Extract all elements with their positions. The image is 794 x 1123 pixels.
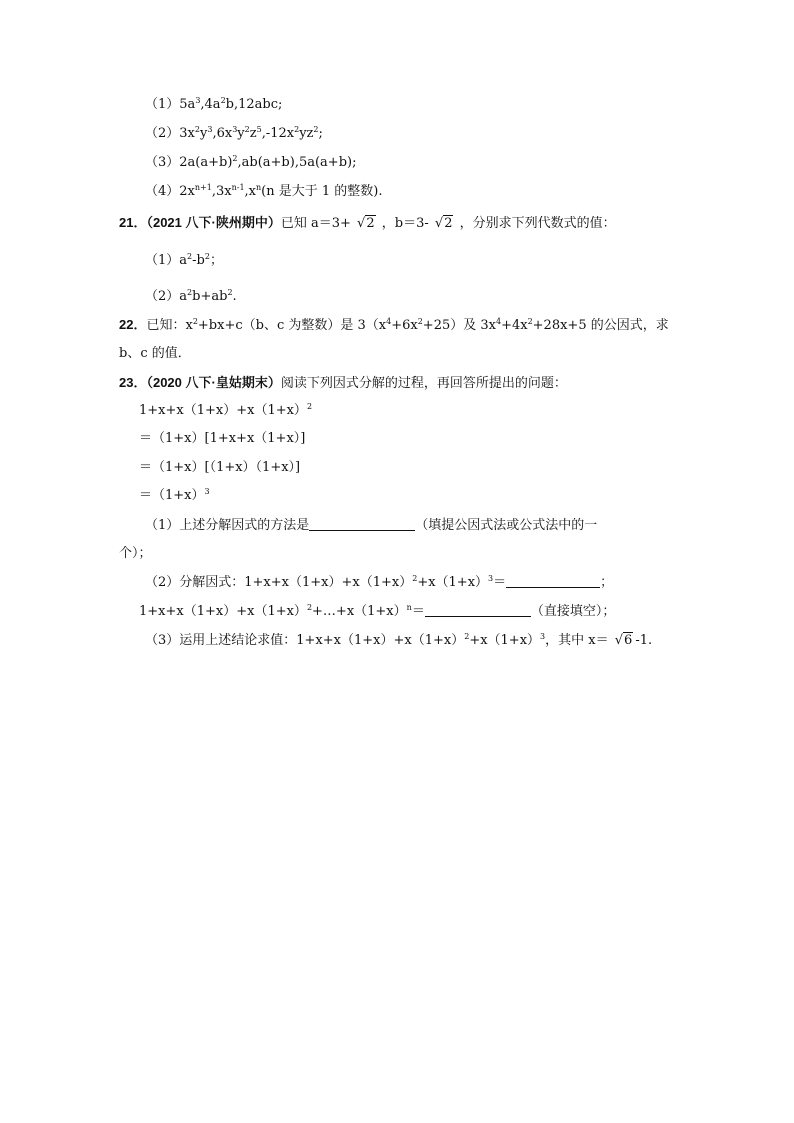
- question-text: 个）；: [119, 546, 152, 561]
- exponent: 3: [540, 632, 546, 641]
- question-text: +4x: [501, 318, 528, 333]
- answer-blank[interactable]: [506, 573, 600, 588]
- expr-text: z: [249, 126, 257, 141]
- radicand: 2: [444, 216, 453, 231]
- expr-text: 1+x+x（1+x）+x（1+x）: [139, 403, 307, 418]
- question-text: ＝: [493, 575, 507, 590]
- question-text: +…+x（1+x）: [312, 604, 407, 619]
- answer-blank[interactable]: [425, 602, 531, 617]
- exponent: 3: [232, 125, 238, 134]
- question-text: （3）运用上述结论求值：1+x+x（1+x）+x（1+x）: [145, 633, 465, 648]
- question-text: 阅读下列因式分解的过程，再回答所提出的问题：: [280, 376, 567, 391]
- expr-text: b,12abc;: [225, 97, 283, 112]
- derivation-step: [139, 459, 300, 477]
- exponent: 5: [256, 125, 262, 134]
- exponent: 4: [495, 317, 502, 326]
- question-source: （2020 八下·皇姑期末）: [146, 375, 281, 390]
- sqrt-expression: [615, 632, 634, 650]
- exponent: 3: [204, 487, 210, 496]
- expr-text: ；: [209, 253, 223, 268]
- question-text: ，分别求下列代数式的值：: [459, 216, 616, 231]
- sub-question-2-line-2: [139, 602, 615, 621]
- list-item: [145, 125, 323, 143]
- list-item: [145, 252, 223, 270]
- expr-text: 2x: [179, 184, 195, 199]
- exponent: 2: [220, 96, 226, 105]
- question-number: 21．: [119, 215, 147, 230]
- item-number: （3）: [145, 155, 180, 170]
- sqrt-expression: [435, 215, 454, 233]
- radical-sign: √: [434, 216, 444, 231]
- sub-question-1: [145, 516, 597, 535]
- question-text: +x（1+x）: [417, 575, 489, 590]
- exponent: n: [256, 183, 262, 192]
- question-source: （2021 八下·陕州期中）: [146, 215, 281, 230]
- exponent: 3: [195, 96, 201, 105]
- expr-text: a: [179, 289, 188, 304]
- question-text: +6x: [391, 318, 418, 333]
- expr-text: ,ab(a+b),5a(a+b);: [237, 155, 357, 170]
- derivation-step: [139, 402, 312, 420]
- exponent: 2: [187, 252, 193, 261]
- radical-sign: √: [357, 216, 366, 231]
- expr-text: yz: [299, 126, 314, 141]
- sub-question-2: [145, 573, 613, 592]
- derivation-step: [139, 487, 210, 505]
- exponent: n: [406, 603, 412, 612]
- question-text: ；: [600, 575, 614, 590]
- list-item: [145, 183, 383, 201]
- expr-text: 5a: [179, 97, 196, 112]
- question-text: b、c 的值．: [119, 346, 191, 361]
- exponent: n-1: [231, 183, 245, 192]
- expr-text: b+ab: [192, 289, 228, 304]
- expr-text: -b: [192, 253, 205, 268]
- question-text: 1+x+x（1+x）+x（1+x）: [139, 604, 307, 619]
- exponent: 2: [244, 125, 250, 134]
- question-text: +x（1+x）: [469, 633, 541, 648]
- exponent: 2: [227, 288, 233, 297]
- exponent: 2: [417, 317, 423, 326]
- expr-text: ,6x: [212, 126, 233, 141]
- expr-text: .: [232, 289, 237, 304]
- item-number: （1）: [145, 253, 180, 268]
- exponent: 2: [464, 632, 470, 641]
- question-text: ＝: [411, 604, 425, 619]
- question-text: ，其中 x＝: [545, 633, 609, 648]
- answer-blank[interactable]: [309, 516, 415, 531]
- exponent: 3: [488, 574, 494, 583]
- sub-question-1-continued: [119, 545, 152, 563]
- exponent: 2: [527, 317, 533, 326]
- sub-question-3: [145, 632, 652, 650]
- expr-text: ;: [318, 126, 323, 141]
- sqrt-expression: [357, 215, 376, 233]
- question-text: +28x+5 的公因式，求: [532, 318, 669, 333]
- question-text: 已知 a＝3+: [280, 216, 351, 231]
- exponent: 2: [412, 574, 418, 583]
- question-text: -1.: [635, 633, 653, 648]
- radical-sign: √: [614, 633, 624, 648]
- list-item: [145, 96, 282, 114]
- expr-text: ,3x: [211, 184, 232, 199]
- exponent: 4: [386, 317, 392, 326]
- question-21: [119, 214, 616, 233]
- item-number: （1）: [145, 97, 180, 112]
- exponent: 2: [232, 154, 238, 163]
- question-text: （填提公因式法或公式法中的一: [415, 518, 598, 533]
- expr-text: ,4a: [200, 97, 221, 112]
- expr-text: ＝（1+x）[1+x+x（1+x）]: [139, 431, 306, 446]
- exponent: 2: [194, 125, 200, 134]
- list-item: [145, 154, 356, 172]
- question-23: [119, 374, 567, 393]
- exponent: 2: [306, 402, 313, 411]
- expr-text: ,x: [244, 184, 257, 199]
- exponent: 2: [204, 252, 210, 261]
- derivation-step: [139, 430, 305, 448]
- expr-text: y: [199, 126, 208, 141]
- question-text: （2）分解因式：1+x+x（1+x）+x（1+x）: [145, 575, 413, 590]
- question-text: （1）上述分解因式的方法是: [145, 518, 310, 533]
- expr-text: ,-12x: [261, 126, 295, 141]
- item-number: （2）: [145, 126, 180, 141]
- exponent: n+1: [194, 183, 212, 192]
- question-22-continued: [119, 345, 191, 363]
- exponent: 2: [192, 317, 198, 326]
- question-number: 22．: [119, 317, 147, 332]
- exponent: 2: [306, 603, 313, 612]
- expr-text: a: [179, 253, 188, 268]
- radicand: 2: [366, 216, 375, 231]
- exponent: 2: [313, 125, 319, 134]
- item-number: （4）: [145, 184, 180, 199]
- question-text: 已知：x: [146, 318, 193, 333]
- expr-text: 3x: [179, 126, 195, 141]
- question-text: +25）及 3x: [422, 318, 496, 333]
- question-text: ，b＝3-: [381, 216, 429, 231]
- expr-text: ＝（1+x）[（1+x）（1+x）]: [139, 460, 301, 475]
- expr-text: ＝（1+x）: [139, 488, 205, 503]
- exponent: 2: [294, 125, 300, 134]
- radicand: 6: [624, 633, 633, 648]
- expr-text: 2a(a+b): [179, 155, 233, 170]
- exponent: 2: [187, 288, 193, 297]
- question-number: 23．: [119, 375, 147, 390]
- expr-text: y: [237, 126, 245, 141]
- question-text: +bx+c（b、c 为整数）是 3（x: [197, 318, 387, 333]
- question-text: （直接填空）；: [530, 604, 616, 619]
- exponent: 3: [207, 125, 213, 134]
- expr-text: (n 是大于 1 的整数).: [261, 184, 383, 199]
- item-number: （2）: [145, 289, 180, 304]
- list-item: [145, 288, 237, 306]
- question-22: [119, 316, 669, 335]
